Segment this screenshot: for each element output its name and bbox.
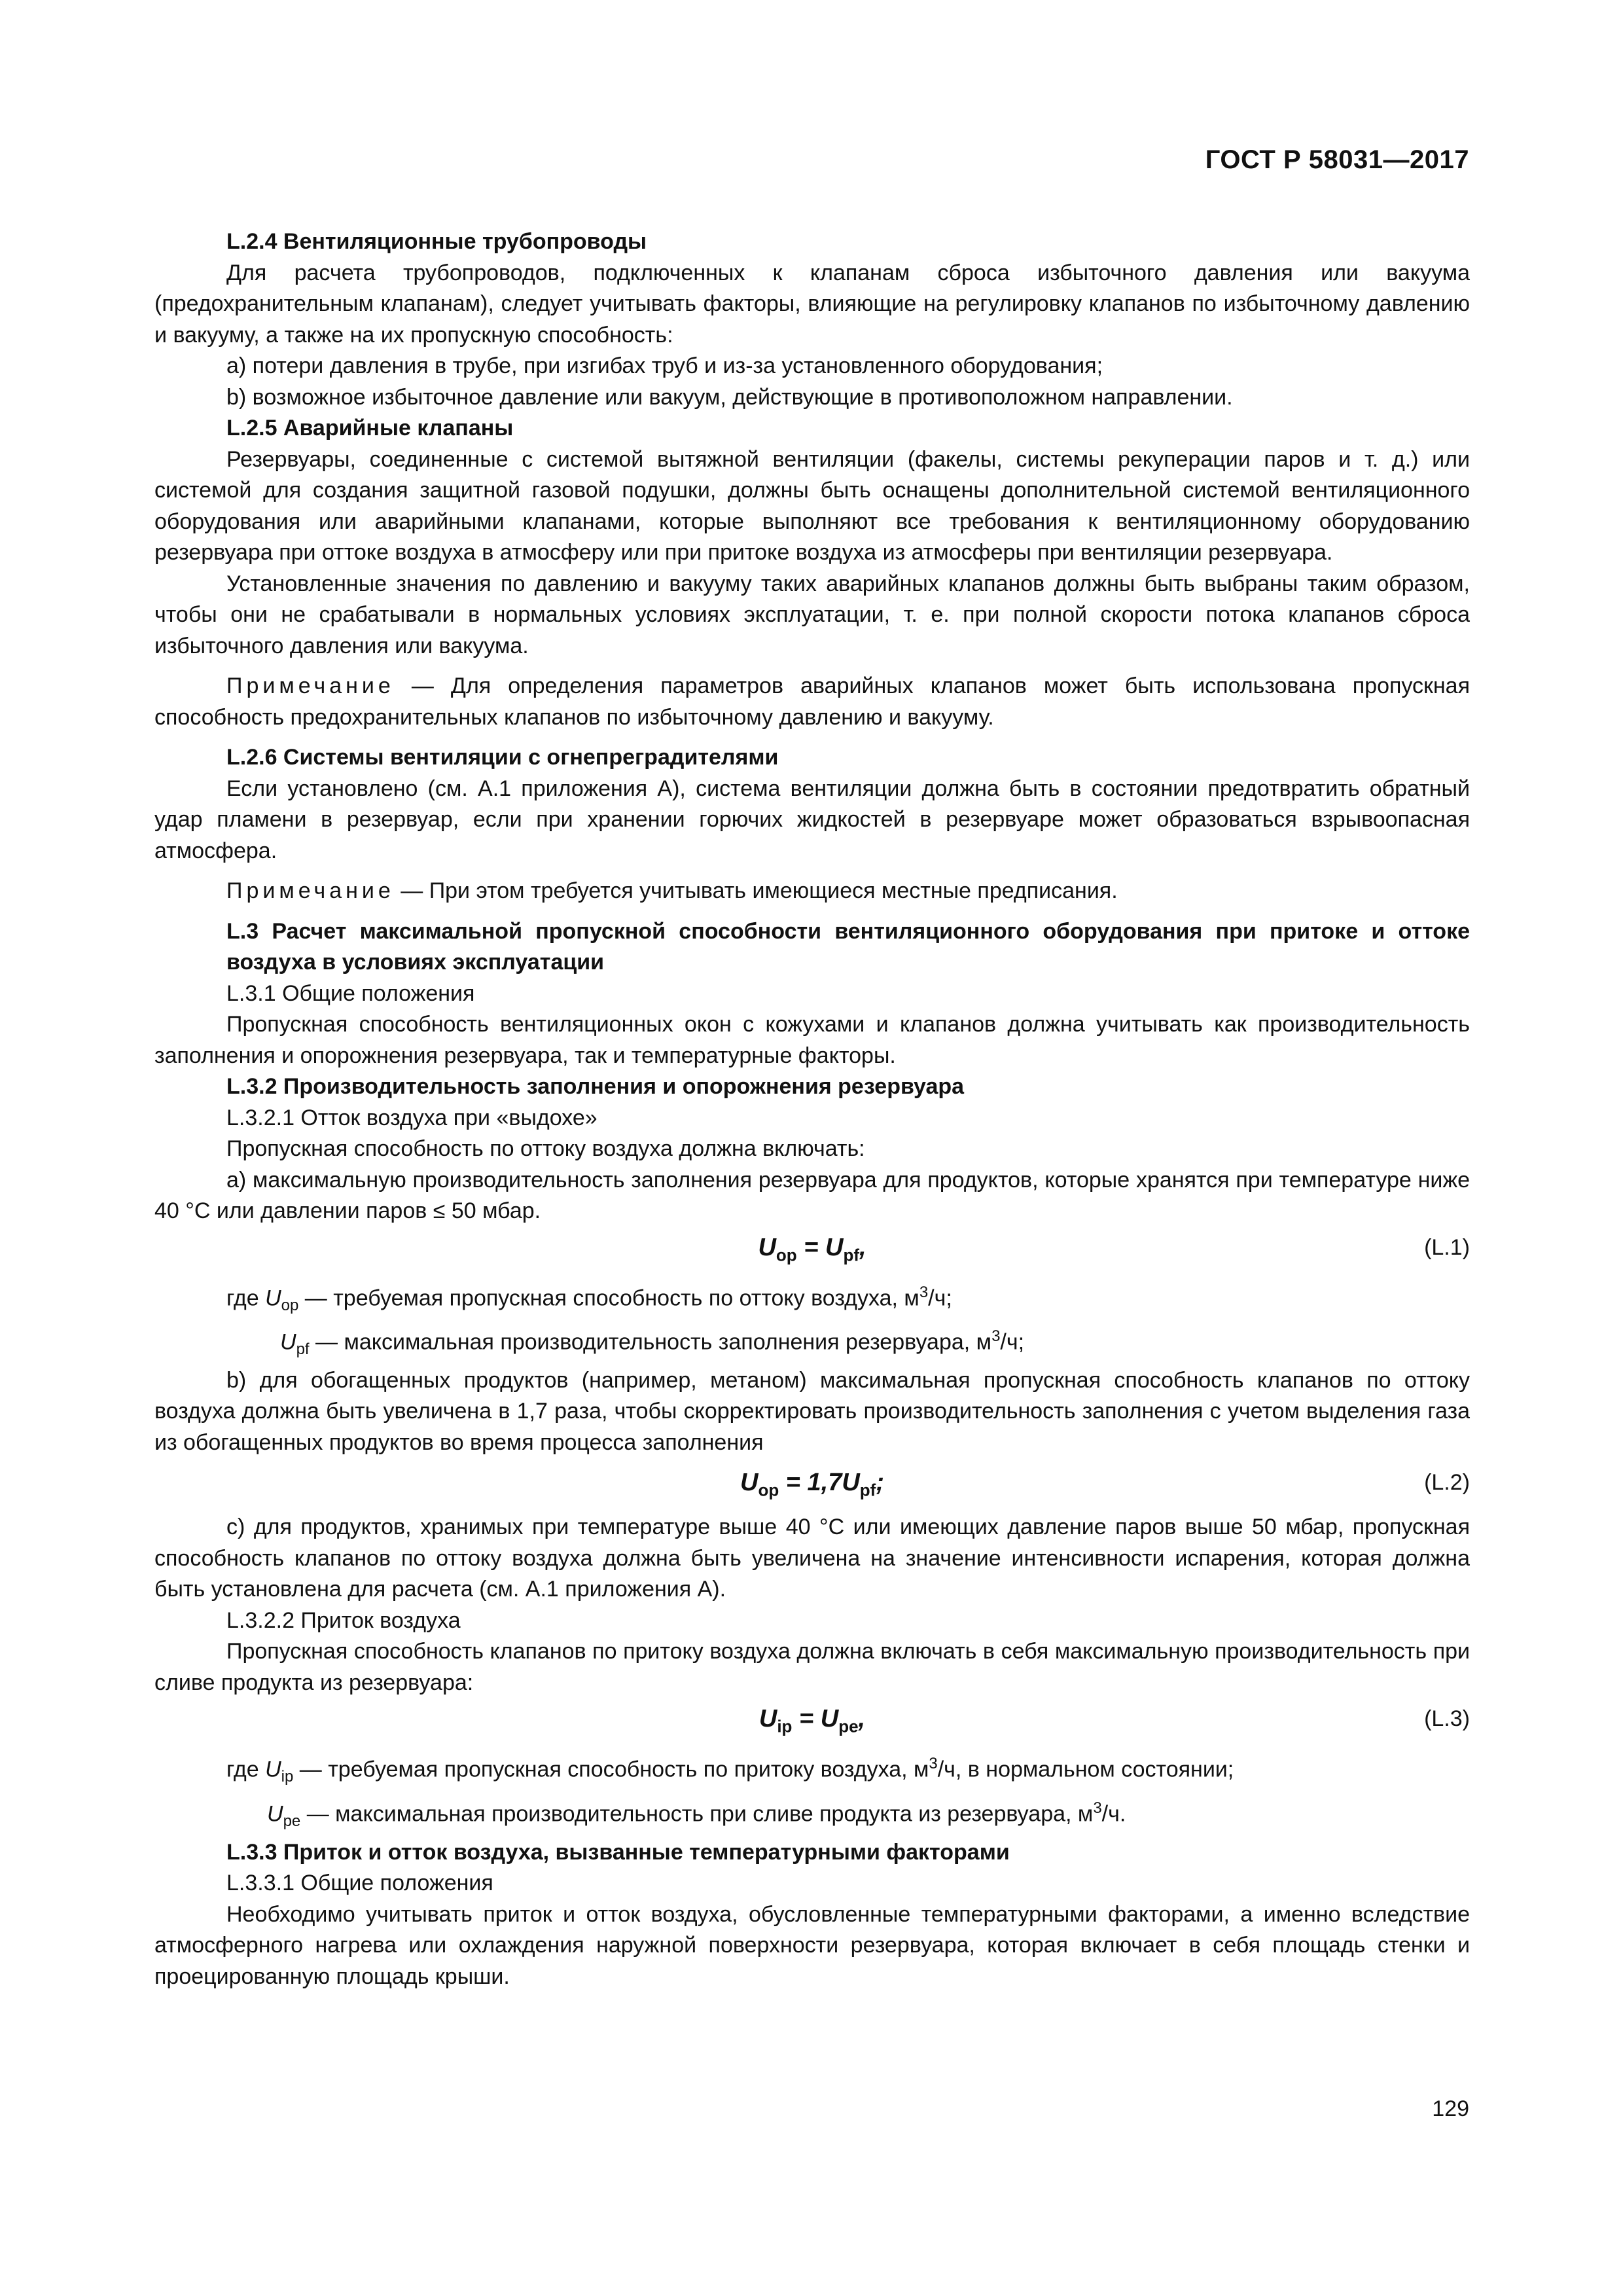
formula-legend: где $U_{ip}$ — требуемая пропускная способность по притоку воздуха, $м^3/ч$, в нормальном состоянии; [226, 1755, 1234, 1786]
section-title-L26: L.2.6 Системы вентиляции с огнепреградителями [226, 745, 779, 770]
list-item: a) потери давления в трубе, при изгибах труб и из-за установленного оборудования; [226, 353, 1103, 378]
formula-expression: $U_{op} = U_{pf}$, [758, 1233, 866, 1265]
note-text: — При этом требуется учитывать имеющиеся местные предписания. [394, 878, 1118, 903]
list-item: b) для обогащенных продуктов (например, метаном) максимальная пропускная способность клапанов по оттоку воздуха должна быть увеличена в 1,7 раза, чтобы скорректировать производительность заполнения с учетом выделения газа из обогащенных продуктов во время процесса заполнения [154, 1367, 1470, 1455]
subsection-title-L321: L.3.2.1 Отток воздуха при «выдохе» [226, 1105, 597, 1130]
note [154, 876, 1470, 907]
list-item: a) максимальную производительность заполнения резервуара для продуктов, которые хранятся при температуре ниже 40 °С или давлении паров ≤ 50 мбар. [154, 1167, 1470, 1223]
list-item: c) для продуктов, хранимых при температуре выше 40 °С или имеющих давление паров выше 50 мбар, пропускная способность клапанов по оттоку воздуха должна быть увеличена на значение интенсивности испарения, которая должна быть установлена для расчета (см. А.1 приложения А). [154, 1515, 1470, 1602]
section-title-L25: L.2.5 Аварийные клапаны [226, 416, 514, 440]
section-title-L24: L.2.4 Вентиляционные трубопроводы [226, 229, 647, 254]
paragraph: Пропускная способность по оттоку воздуха должна включать: [226, 1136, 865, 1161]
subsection-title-L31: L.3.1 Общие положения [226, 980, 475, 1006]
note-label: Примечание [226, 878, 395, 903]
list-item: b) возможное избыточное давление или вакуум, действующие в противоположном направлении. [226, 384, 1233, 410]
paragraph: Пропускная способность вентиляционных окон с кожухами и клапанов должна учитывать как производительность заполнения и опорожнения резервуара, так и температурные факторы. [154, 1012, 1470, 1068]
formula-number: (L.2) [1424, 1470, 1470, 1496]
formula-L3 [154, 1704, 1470, 1742]
paragraph: Пропускная способность клапанов по притоку воздуха должна включать в себя максимальную производительность при сливе продукта из резервуара: [154, 1639, 1470, 1695]
subsection-title-L331: L.3.3.1 Общие положения [226, 1871, 493, 1895]
formula-legend: $U_{pf}$ — максимальная производительность заполнения резервуара, $м^3/ч$; [280, 1327, 1025, 1359]
paragraph: Если установлено (см. А.1 приложения А), система вентиляции должна быть в состоянии предотвратить обратный удар пламени в резервуар, если при хранении горючих жидкостей в резервуаре может образоваться взрывоопасная атмосфера. [154, 776, 1470, 863]
formula-number: (L.3) [1424, 1706, 1470, 1732]
formula-legend: $U_{pe}$ — максимальная производительность при сливе продукта из резервуара, $м^3/ч$. [267, 1799, 1126, 1830]
section-title-L32: L.3.2 Производительность заполнения и опорожнения резервуара [226, 1074, 965, 1099]
formula-expression: $U_{ip} = U_{pe}$, [758, 1705, 866, 1736]
standard-header: ГОСТ Р 58031—2017 [1205, 145, 1469, 174]
note [154, 671, 1470, 733]
subsection-title-L322: L.3.2.2 Приток воздуха [226, 1607, 461, 1633]
formula-L2 [154, 1467, 1470, 1505]
section-title-L33: L.3.3 Приток и отток воздуха, вызванные температурными факторами [226, 1839, 1010, 1865]
formula-expression: $U_{op} = 1,7U_{pf}$; [740, 1469, 884, 1500]
page-number: 129 [1432, 2096, 1469, 2121]
paragraph: Необходимо учитывать приток и отток воздуха, обусловленные температурными факторами, а именно вследствие атмосферного нагрева или охлаждения наружной поверхности резервуара, которая включает в себя площадь стенки и проецированную площадь крыши. [154, 1901, 1470, 1989]
paragraph: Для расчета трубопроводов, подключенных к клапанам сброса избыточного давления или вакуума (предохранительным клапанам), следует учитывать факторы, влияющие на регулировку клапанов по избыточному давлению и вакууму, а также на их пропускную способность: [154, 260, 1470, 348]
note-label: Примечание [226, 673, 395, 698]
formula-L1 [154, 1232, 1470, 1270]
paragraph: Резервуары, соединенные с системой вытяжной вентиляции (факелы, системы рекуперации паров и т. д.) или системой для создания защитной газовой подушки, должны быть оснащены дополнительной системой вентиляционного оборудования или аварийными клапанами, которые выполняют все требования к вентиляционному оборудованию резервуара при оттоке воздуха в атмосферу или при притоке воздуха из атмосферы при вентиляции резервуара. [154, 446, 1470, 565]
document-body [154, 226, 1470, 1992]
formula-legend: где $U_{op}$ — требуемая пропускная способность по оттоку воздуха, $м^3/ч$; [226, 1283, 952, 1314]
paragraph: Установленные значения по давлению и вакууму таких аварийных клапанов должны быть выбраны таким образом, чтобы они не срабатывали в нормальных условиях эксплуатации, т. е. при полной скорости потока клапанов сброса избыточного давления или вакуума. [154, 571, 1470, 658]
formula-number: (L.1) [1424, 1234, 1470, 1260]
note-text: — Для определения параметров аварийных клапанов может быть использована пропускная способность предохранительных клапанов по избыточному давлению и вакууму. [154, 673, 1470, 730]
section-title-L3: L.3 Расчет максимальной пропускной способности вентиляционного оборудования при притоке и оттоке воздуха в условиях эксплуатации [226, 918, 1470, 975]
